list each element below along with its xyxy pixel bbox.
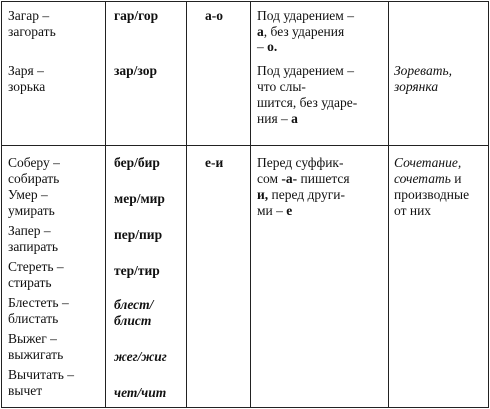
rule-line (257, 111, 298, 127)
word-line: зорька (8, 79, 46, 94)
table-left-border (1, 1, 2, 408)
exception-text: и (450, 171, 462, 186)
rule-vowel: о. (267, 39, 278, 54)
exception-line: от них (394, 203, 432, 218)
word-line: запирать (8, 239, 59, 254)
root-pair: зар/зор (114, 63, 158, 78)
rule-line (257, 39, 277, 55)
rule-vowel: а (291, 111, 298, 126)
word-line: Заря – (8, 63, 44, 78)
word-line: Выжег – (8, 331, 57, 346)
rule-line: Перед суффик- (257, 155, 344, 170)
word-line: Соберу – (8, 155, 60, 170)
root-pair: бер/бир (114, 155, 160, 170)
root-pair: блист (114, 313, 152, 328)
vowel-alternation: е-и (205, 155, 224, 170)
rule-line: Под ударением – (257, 63, 354, 78)
column-divider (105, 1, 106, 408)
row-divider (1, 145, 489, 146)
rule-suffix: -а- (281, 171, 298, 186)
word-line: Блестеть – (8, 295, 69, 310)
exception-line: Сочетание, (394, 155, 462, 170)
root-pair: блест/ (114, 297, 154, 312)
exception-line (394, 171, 461, 187)
rule-vowel: и, (257, 187, 269, 202)
column-divider (250, 1, 251, 408)
word-line: стирать (8, 275, 52, 290)
rule-text: – (257, 39, 268, 54)
word-line: загорать (8, 24, 56, 39)
word-line: Вычитать – (8, 367, 74, 382)
table-right-border (488, 1, 489, 408)
word-line: выжигать (8, 347, 64, 362)
rule-line (257, 24, 344, 40)
column-divider (388, 1, 389, 408)
vowel-alternation: а-о (205, 8, 223, 23)
word-line: блистать (8, 311, 59, 326)
word-line: вычет (8, 383, 43, 398)
rule-line: что слы- (257, 79, 306, 94)
rule-text: перед други- (268, 187, 346, 202)
root-pair: чет/чит (114, 385, 167, 400)
word-line: Стереть – (8, 259, 64, 274)
root-pair: пер/пир (114, 227, 163, 242)
exception-line: производные (394, 187, 470, 202)
rule-text: пишется (297, 171, 350, 186)
rule-line: шится, без ударе- (257, 95, 358, 110)
table-top-border (1, 1, 489, 2)
root-pair: гар/гор (114, 8, 159, 23)
rule-text: , без ударения (263, 24, 345, 39)
rule-line (257, 203, 292, 219)
word-line: Запер – (8, 223, 51, 238)
word-line: Умер – (8, 187, 48, 202)
rule-line (257, 187, 345, 203)
exception-word: сочетать (394, 171, 451, 186)
rule-vowel: е (286, 203, 293, 218)
word-line: Загар – (8, 8, 50, 23)
rule-text: ния – (257, 111, 292, 126)
rule-line (257, 171, 350, 187)
rules-table (1, 1, 489, 408)
root-pair: тер/тир (114, 263, 160, 278)
rule-text: ми – (257, 203, 287, 218)
word-line: умирать (8, 203, 55, 218)
rule-vowel: а (257, 24, 264, 39)
word-line: собирать (8, 171, 60, 186)
rule-text: сом (257, 171, 282, 186)
table-bottom-border (1, 407, 489, 408)
root-pair: жег/жиг (114, 349, 167, 364)
exception-line: зорянка (394, 79, 439, 94)
exception-line: Зоревать, (394, 63, 452, 78)
root-pair: мер/мир (114, 191, 165, 206)
column-divider (186, 1, 187, 408)
rule-line: Под ударением – (257, 8, 354, 23)
